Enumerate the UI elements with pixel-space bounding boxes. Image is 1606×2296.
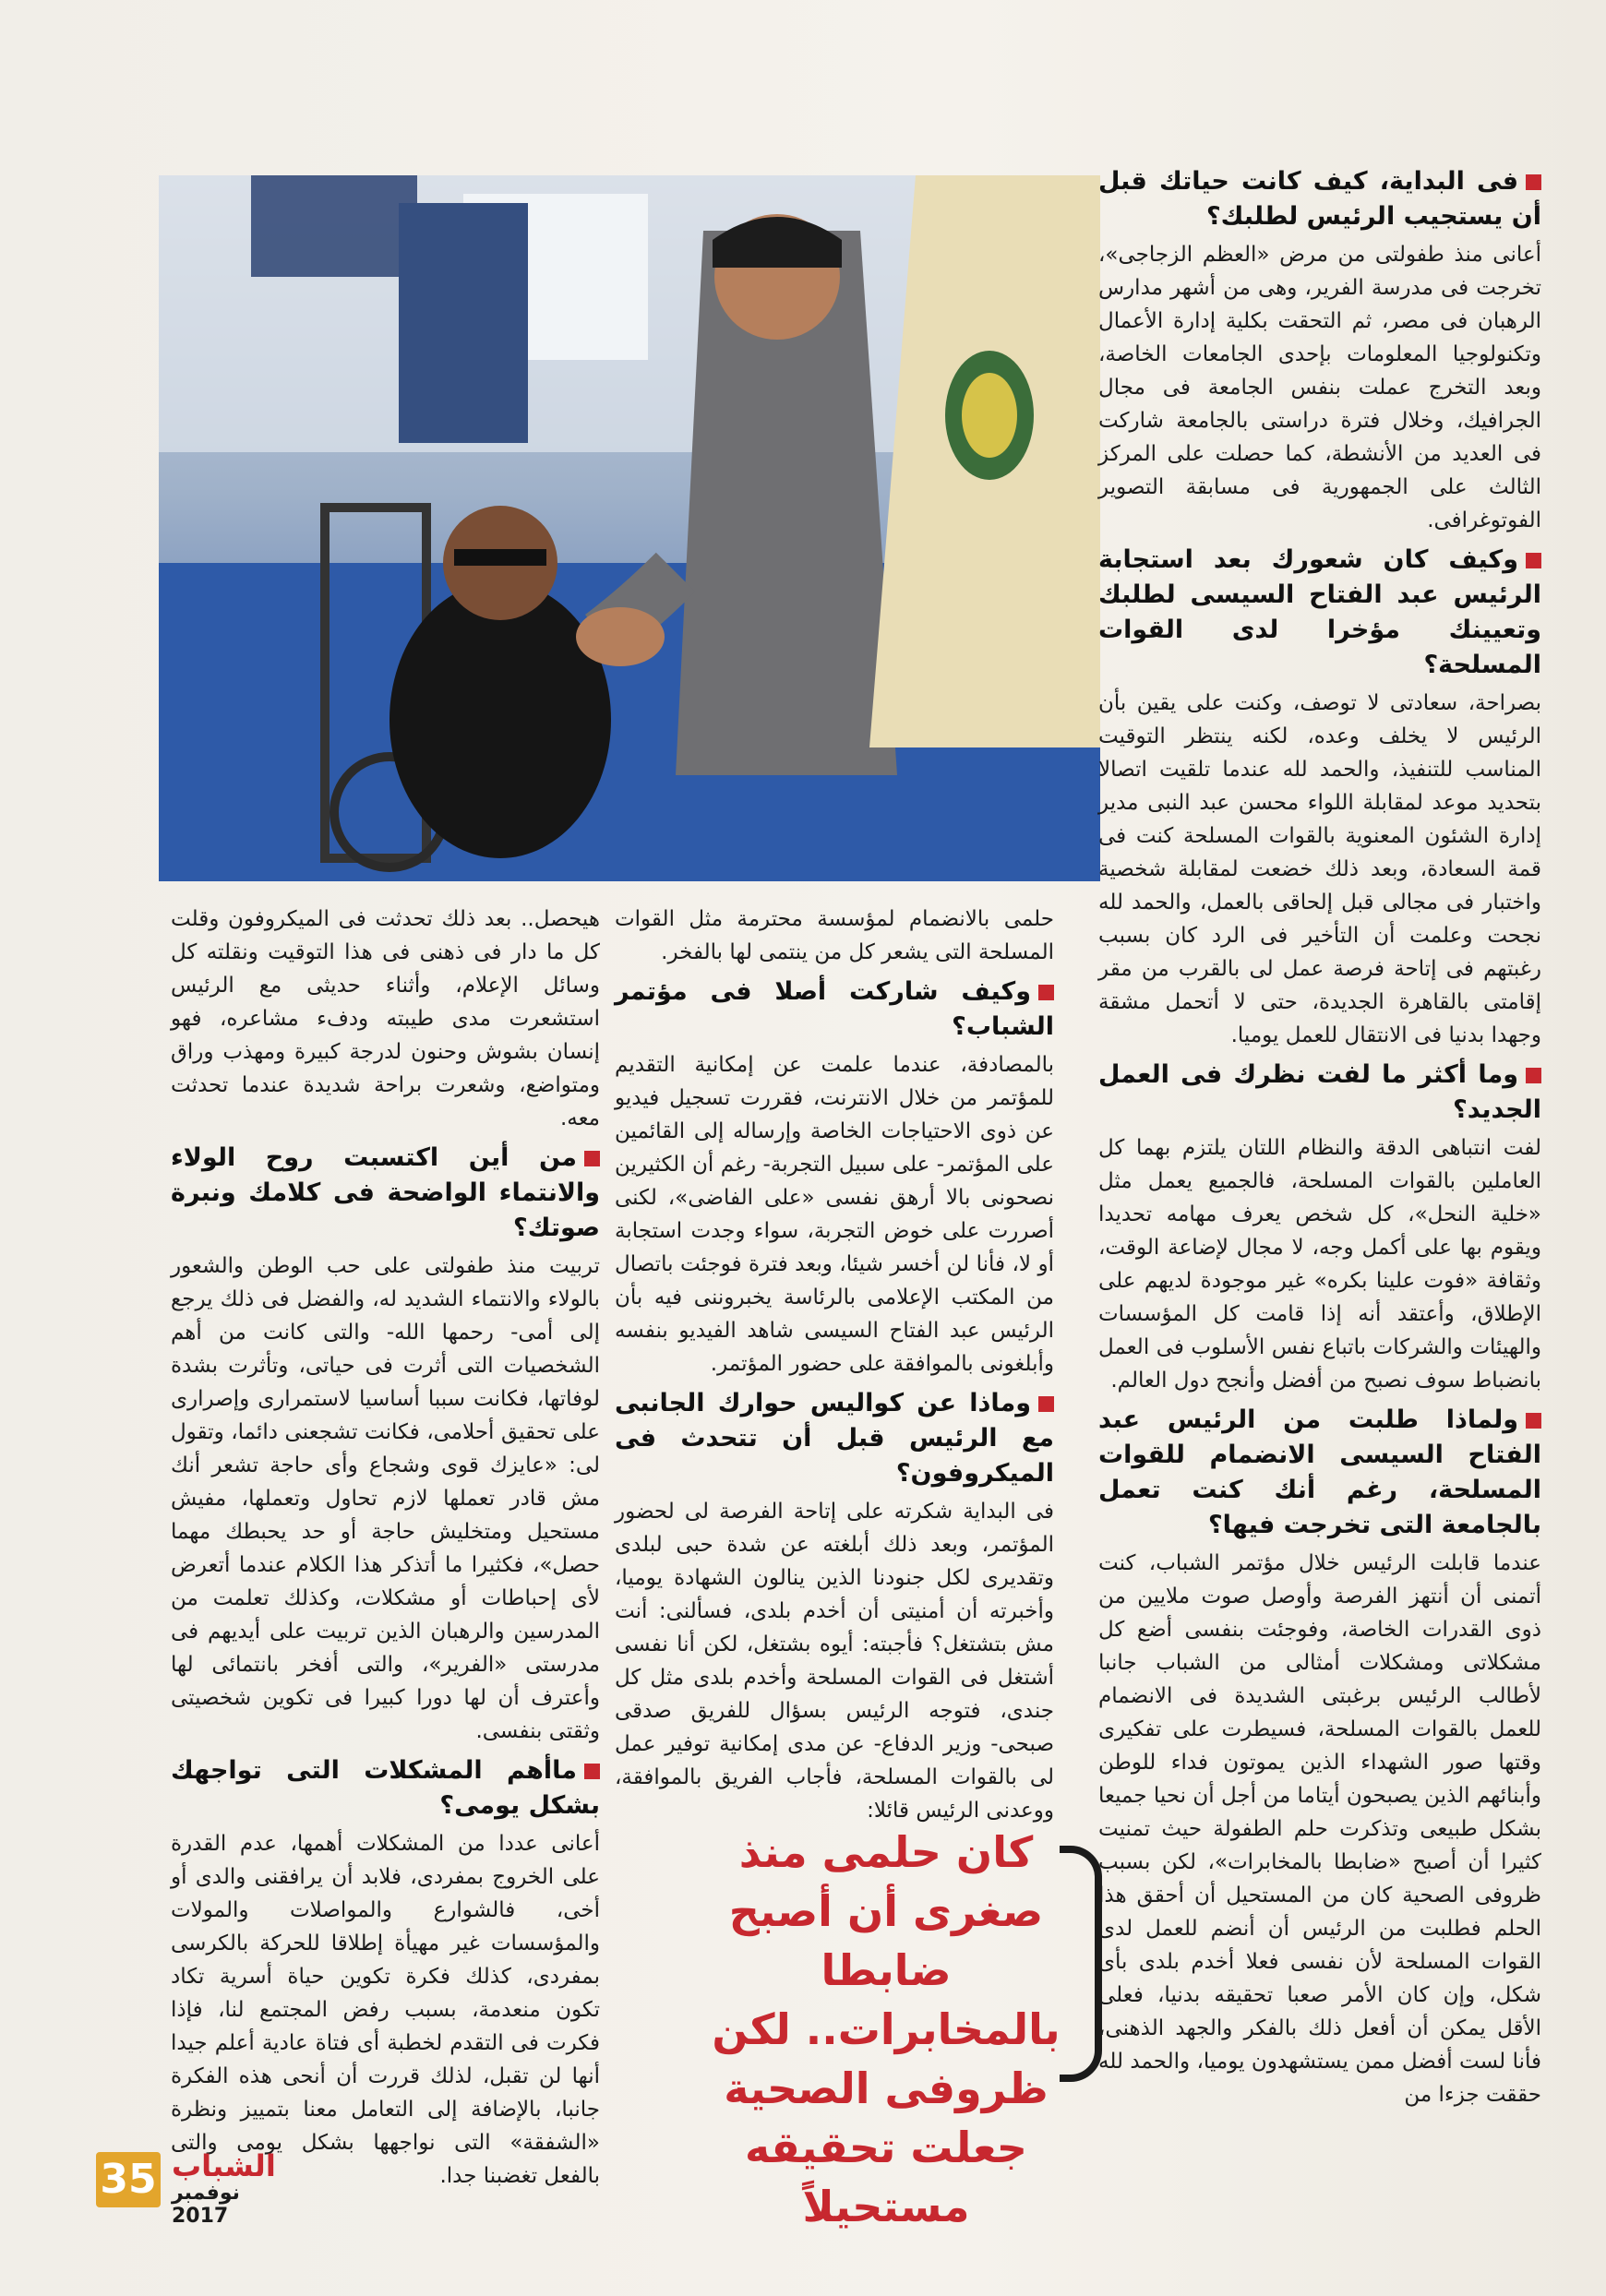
pull-quote: كان حلمى منذ صغرى أن أصبح ضابطا بالمخابرات.. لكن ظروفى الصحية جعلت تحقيقه مستحيلاً xyxy=(712,1827,1061,2231)
issue-date: نوفمبر 2017 xyxy=(172,2182,240,2228)
bullet-square-icon xyxy=(584,1764,600,1779)
question-heading: وما أكثر ما لفت نظرك فى العمل الجديد؟ xyxy=(1098,1060,1541,1124)
question-heading: وكيف شاركت أصلا فى مؤتمر الشباب؟ xyxy=(615,977,1054,1041)
bullet-square-icon xyxy=(1526,1068,1541,1083)
answer-paragraph: فى البداية شكرته على إتاحة الفرصة لى لحضور المؤتمر، وبعد ذلك أبلغته عن شدة حبى لبلدى وتقديرى لكل جنودنا الذين ينالون الشهادة يوميا، وأخبرته أن أمنيتى أن أخدم بلدى، فسألنى: أنت مش بتشتغل؟ فأجبته: أيوه بشتغل، لكن أنا نفسى أشتغل فى القوات المسلحة وأخدم بلدى مثل كل جندى، فتوجه الرئيس بسؤال للفريق صدقى صبحى- وزير الدفاع- عن مدى إمكانية توفير عمل لى بالقوات المسلحة، فأجاب الفريق بالموافقة، ووعدنى الرئيس قائلا: xyxy=(615,1500,1054,1823)
question-heading: فى البداية، كيف كانت حياتك قبل أن يستجيب الرئيس لطلبك؟ xyxy=(1098,167,1541,231)
answer-paragraph: لفت انتباهى الدقة والنظام اللتان يلتزم بهما كل العاملين بالقوات المسلحة، فالجميع يعمل مثل «خلية النحل»، كل شخص يعرف مهامه تحديدا ويقوم بها على أكمل وجه، لا مجال لإضاعة الوقت، وثقافة «فوت علينا بكره» غير موجودة لديهم على الإطلاق، وأعتقد أنه إذا قامت كل المؤسسات والهيئات والشركات باتباع نفس الأسلوب فى العمل بانضباط سوف نصبح من أفضل وأنجح دول العالم. xyxy=(1098,1136,1541,1393)
bullet-square-icon xyxy=(1038,1396,1054,1412)
bullet-square-icon xyxy=(1526,174,1541,190)
question-heading: ماأهم المشكلات التى تواجهك بشكل يومى؟ xyxy=(171,1756,600,1820)
question-heading: من أين اكتسبت روح الولاء والانتماء الواضحة فى كلامك ونبرة صوتك؟ xyxy=(171,1143,600,1242)
answer-paragraph: هيحصل.. بعد ذلك تحدثت فى الميكروفون وقلت كل ما دار فى ذهنى فى هذا التوقيت ونقلته كل وسائل الإعلام، وأثناء حديثى مع الرئيس استشعرت مدى طيبته ودفء مشاعره، فهو إنسان بشوش وحنون لدرجة كبيرة ومهذب وراق ومتواضع، وشعرت براحة شديدة عندما تحدثت معه. xyxy=(171,907,600,1130)
bullet-square-icon xyxy=(1038,985,1054,1000)
article-column-middle xyxy=(615,903,1054,1823)
question-heading: ولماذا طلبت من الرئيس عبد الفتاح السيسى الانضمام للقوات المسلحة، رغم أنك كنت تعمل بالجامعة التى تخرجت فيها؟ xyxy=(1098,1405,1541,1539)
answer-paragraph: بصراحة، سعادتى لا توصف، وكنت على يقين بأن الرئيس لا يخلف وعده، لكنه ينتظر التوقيت المناسب للتنفيذ، والحمد لله عندما تلقيت اتصالا بتحديد موعد لمقابلة اللواء محسن عبد النبى مدير إدارة الشئون المعنوية بالقوات المسلحة كنت فى قمة السعادة، وبعد ذلك خضعت لمقابلة شخصية واختبار فى مجالى قبل إلحاقى بالعمل، والحمد لله نجحت وعلمت أن التأخير فى الرد كان بسبب رغبتهم فى إتاحة فرصة عمل لى بالقرب من مقر إقامتى بالقاهرة الجديدة، حتى لا أتحمل مشقة وجهدا بدنيا فى الانتقال للعمل يوميا. xyxy=(1098,691,1541,1047)
magazine-logo: الشباب xyxy=(172,2148,276,2183)
page-number: 35 xyxy=(96,2152,161,2207)
bullet-square-icon xyxy=(584,1151,600,1166)
answer-paragraph: أعانى منذ طفولتى من مرض «العظم الزجاجى»، تخرجت فى مدرسة الفرير، وهى من أشهر مدارس الرهبان فى مصر، ثم التحقت بكلية إدارة الأعمال وتكنولوجيا المعلومات بإحدى الجامعات الخاصة، وبعد التخرج عملت بنفس الجامعة فى مجال الجرافيك، وخلال فترة دراستى بالجامعة شاركت فى العديد من الأنشطة، كما حصلت على المركز الثالث على الجمهورية فى مسابقة التصوير الفوتوغرافى. xyxy=(1098,243,1541,532)
photo-illustration xyxy=(159,175,1100,881)
bullet-square-icon xyxy=(1526,553,1541,568)
article-column-left xyxy=(171,903,600,2188)
article-photo xyxy=(159,175,1100,881)
bullet-square-icon xyxy=(1526,1413,1541,1429)
question-heading: وماذا عن كواليس حوارك الجانبى مع الرئيس قبل أن تتحدث فى الميكروفون؟ xyxy=(615,1389,1054,1488)
answer-paragraph: تربيت منذ طفولتى على حب الوطن والشعور بالولاء والانتماء الشديد له، والفضل فى ذلك يرجع إلى أمى- رحمها الله- والتى كانت من أهم الشخصيات التى أثرت فى حياتى، وتأثرت بشدة لوفاتها، فكانت سببا أساسيا لاستمرارى وإصرارى على تحقيق أحلامى، فكانت تشجعنى دائما، وتقول لى: «عايزك قوى وشجاع وأى حاجة تشعر أنك مش قادر تعملها لازم تحاول وتعملها، مفيش مستحيل ومتخليش حاجة أو حد يحبطك مهما حصل»، فكثيرا ما أتذكر هذا الكلام عندما أتعرض لأى إحباطات أو مشكلات، وكذلك تعلمت من المدرسين والرهبان الذين تربيت على أيديهم فى مدرستى «الفرير»، والتى أفخر بانتمائى لها وأعترف أن لها دورا كبيرا فى تكوين شخصيتى وثقتى بنفسى. xyxy=(171,1254,600,1743)
article-column-right xyxy=(1098,159,1541,2152)
answer-paragraph: حلمى بالانضمام لمؤسسة محترمة مثل القوات المسلحة التى يشعر كل من ينتمى لها بالفخر. xyxy=(615,907,1054,964)
answer-paragraph: أعانى عددا من المشكلات أهمها، عدم القدرة على الخروج بمفردى، فلابد أن يرافقنى والدى أو أخى، فالشوارع والمواصلات والمولات والمؤسسات غير مهيأة إطلاقا للحركة بالكرسى بمفردى، كذلك فكرة تكوين حياة أسرية تكاد تكون منعدمة، بسبب رفض المجتمع لنا، فإذا فكرت فى التقدم لخطبة أى فتاة عادية أعلم جيدا أنها لن تقبل، لذلك قررت أن أنحى هذه الفكرة جانبا، بالإضافة إلى التعامل معنا بتمييز ونظرة «الشفقة» التى نواجهها بشكل يومى والتى بالفعل تغضبنا جدا. xyxy=(171,1832,600,2188)
answer-paragraph: بالمصادفة، عندما علمت عن إمكانية التقديم للمؤتمر من خلال الانترنت، فقررت تسجيل فيديو عن ذوى الاحتياجات الخاصة وإرساله إلى القائمين على المؤتمر- على سبيل التجربة- رغم أن الكثيرين نصحونى بالا أرهق نفسى «على الفاضى»، لكنى أصررت على خوض التجربة، سواء وجدت استجابة أو لا، فأنا لن أخسر شيئا، وبعد فترة فوجئت باتصال من المكتب الإعلامى بالرئاسة يخبروننى فيه بأن الرئيس عبد الفتاح السيسى شاهد الفيديو بنفسه وأبلغونى بالموافقة على حضور المؤتمر. xyxy=(615,1053,1054,1376)
answer-paragraph: عندما قابلت الرئيس خلال مؤتمر الشباب، كنت أتمنى أن أنتهز الفرصة وأوصل صوت ملايين من ذوى القدرات الخاصة، وفوجئت بنفسى أضع كل مشكلاتى ومشكلات أمثالى من الشباب جانبا لأطالب الرئيس برغبتى الشديدة فى الانضمام للعمل بالقوات المسلحة، فسيطرت على تفكيرى وقتها صور الشهداء الذين يموتون فداء للوطن وأبنائهم الذين يصبحون أيتاما من أجل أن نحيا جميعا بشكل طبيعى وتذكرت حلم الطفولة حيث تمنيت كثيرا أن أصبح «ضابطا بالمخابرات»، لكن بسبب ظروفى الصحية كان من المستحيل أن أحقق هذا الحلم فطلبت من الرئيس أن أنضم للعمل لدى القوات المسلحة لأن نفسى فعلا أخدم بلدى بأى شكل، وإن كان الأمر صعبا تحقيقه بدنيا، فعلى الأقل يمكن أن أفعل ذلك بالفكر والجهد الذهنى، فأنا لست أفضل ممن يستشهدون يوميا، والحمد لله حققت جزءا من xyxy=(1098,1551,1541,2107)
question-heading: وكيف كان شعورك بعد استجابة الرئيس عبد الفتاح السيسى لطلبك وتعيينك مؤخرا لدى القوات المسلحة؟ xyxy=(1098,545,1541,679)
